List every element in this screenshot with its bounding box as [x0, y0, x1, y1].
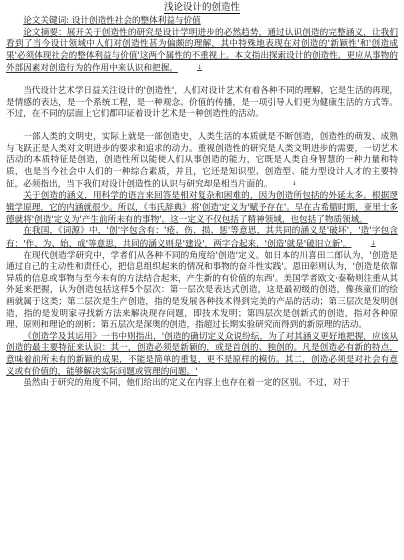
blank-line [6, 75, 398, 86]
body-paragraph-6: 《创造学及其运用》一书中则指出，'创造的确切定义众说纷纭，为了对其涵义更好地把握，应该从创造的最主要特征来认识：其一，创造必须是新颖的，或是首创的、独创的。凡是创造必有新的特点，意味着前所未有的新颖的成果，不能是简单的重复，更不是原样的模仿。其二，创造必须是对社会有意义或有价值的，能够解决实际问题或管理的问题。' [6, 331, 398, 377]
document-title: 浅论设计的创造性 [163, 2, 240, 13]
abstract-paragraph: 论文摘要：展开关于创造性的研究是设计学明进步的必然趋势，通过认识创造的完整涵义，让我们看到了当今设计领域中人们对创造性甚为偏颇的理解，其中特殊地表现在对创造的'新颖性'和'创造成果'必须体现社会的整体利益与价值'这两个属性的不重视上。本文指出探索设计的创造性，更应从事物的外部因素对创造行为的作用中来认识和把握。 ↓ [6, 27, 398, 74]
keywords-line: 论文关键词: 设计创造性社会的整体利益与价值 [23, 16, 201, 26]
body-paragraph-1: 当代设计艺术学日益关注设计的'创造性'，人们对设计艺术有着各种不同的理解，它是生活的再现，是情感的表达，是一个系统工程，是一种观念、价值的传播，是一项引导人们更为健康生活的方式等。不过，在不同的层面上它们都印证着设计艺术是一种创造性的活动。 [6, 86, 398, 120]
paragraph-mark-icon: ↓ [370, 239, 376, 247]
body-paragraph-4: 在我国，《词源》中，'创'字包含有：'疮、伤、损、惩'等意思，其共同的涵义是'破坏'，'造'字包含有：'作、为、始、成'等意思，共同的涵义则是'建设'，两字合起来，'创造'就是'破旧立新'。 ↓ [6, 226, 398, 249]
blank-line [6, 121, 398, 132]
body-paragraph-7: 虽然由于研究的角度不同，他们给出的定义在内容上也存在着一定的区别。不过，对于 [23, 378, 350, 389]
body-paragraph-5: 在现代创造学研究中，学者们从各种不同的角度给'创造'定义。如日本的川喜田二郎认为，'创造是通过自己的主动性和责任心，把信息组织起来的情况和事物的奋斗性实践'。恩田彰则认为，'创造是依靠异质的信息或事物与至今未有的方法结合起来，产生新的有价值的东西'。美国学者欧文·泰勒则注重从其外延来把握，认为创造包括这样5个层次：第一层次是表达式创造，这是最初级的创造，像孩童们的绘画就属于这类；第二层次是生产创造，指的是发展各种技术得到完美的产品的活动；第三层次是发明创造，指的是发明家寻找新方法来解决现存问题，即技术发明；第四层次是创新式的创造，指对各种原理、原则和理论的剖析；第五层次是深奥的创造，指超过长期实验研究而得到的新原理的活动。 [6, 250, 398, 331]
paragraph-mark-icon: ↓ [197, 64, 203, 72]
paragraph-mark-icon: ↓ [291, 180, 297, 188]
body-paragraph-3: 关于创造的涵义，用科学的语言来回答是相对复杂和困难的，因为创造所包括的外延太多。根据逻辑学原理，它的内涵就很少。所以，《韦氏辞典》将'创造'定义为'赋予存在'。早在古希腊时期，亚里士多德就将'创造'定义为'产生前所未有的事物'。这一定义不仅包括了精神领域，也包括了物质领域。 [6, 191, 398, 225]
body-paragraph-2: 一部人类的文明史，实际上就是一部创造史，人类生活的本质就是不断创造，创造性的萌发、成熟与飞跃正是人类对文明进步的要求和追求的动力。重视创造性的研究是人类文明进步的需要，一切艺术活动的本质特征是创造，创造性所以能使人们从事创造的能力，它既是人类自身智慧的一种力量和特质，也是当今社会中人们的一种综合素质，并且，它还是知识型、创造型、能力型设计人才的主要特征。必须指出，当下我们对设计创造性的认识与研究却是相当片面的。 ↓ [6, 132, 398, 190]
